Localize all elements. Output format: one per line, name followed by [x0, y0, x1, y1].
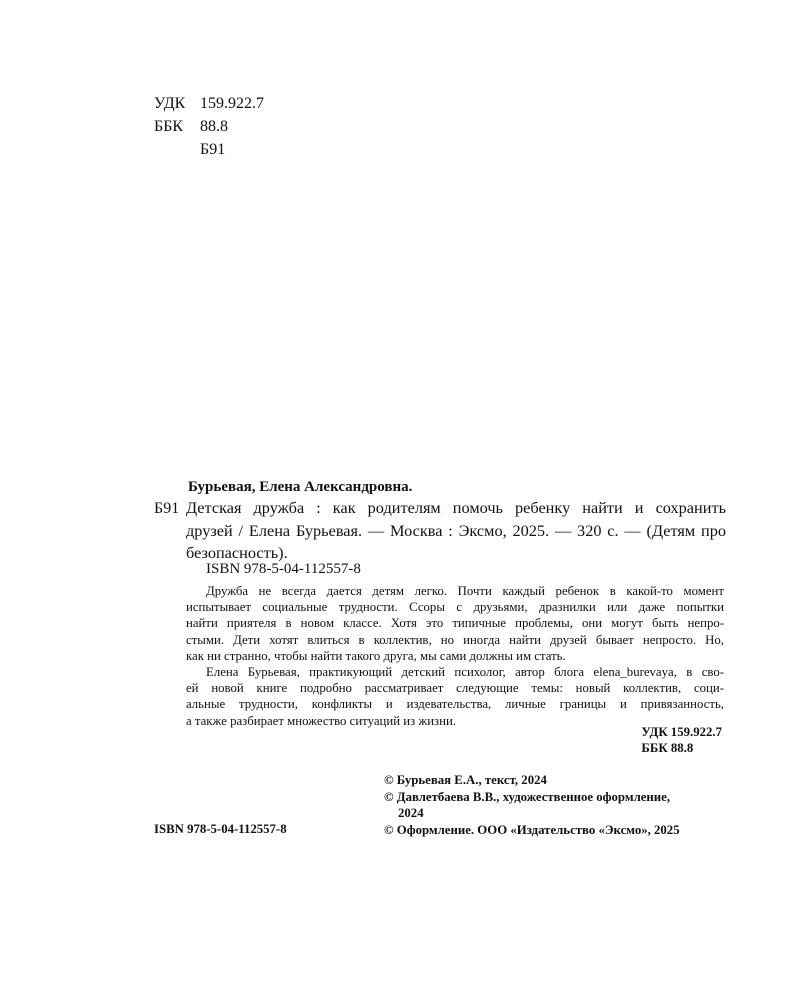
- cutter-mark: Б91: [154, 500, 180, 517]
- bbk-value: 88.8: [200, 118, 228, 135]
- cutter-code: Б91: [200, 141, 226, 158]
- bbk-label: ББК: [154, 118, 184, 135]
- annotation-line: испытывает социальные трудности. Ссоры с друзьями, дразнилки или даже попытки: [186, 600, 724, 615]
- annotation-line: а также разбирает множество ситуаций из жизни.: [186, 713, 456, 728]
- isbn-main: ISBN 978-5-04-112557-8: [206, 561, 361, 577]
- annotation-line: как ни странно, чтобы найти такого друга, мы сами должны им стать.: [186, 648, 566, 663]
- bottom-classification-codes: [641, 724, 722, 756]
- isbn-bottom: ISBN 978-5-04-112557-8: [154, 822, 287, 836]
- annotation-line: найти приятеля в новом классе. Хотя это типичные проблемы, они могут быть непро-: [186, 616, 724, 631]
- annotation: [186, 583, 724, 729]
- annotation-line: Дружба не всегда дается детям легко. Почти каждый ребенок в какой-то момент: [206, 584, 724, 598]
- author-heading: Бурьевая, Елена Александровна.: [188, 479, 413, 495]
- udk-row: [154, 92, 264, 115]
- annotation-line: ей новой книге подробно рассматривает следующие темы: новый коллектив, соци-: [186, 681, 724, 696]
- annotation-line: стыми. Дети хотят влиться в коллектив, но иногда найти друзей бывает непросто. Но,: [186, 632, 724, 647]
- bottom-bbk: ББК 88.8: [641, 741, 694, 755]
- copyright-text-author: © Бурьевая Е.А., текст, 2024: [384, 773, 547, 787]
- copyright-publisher: © Оформление. ООО «Издательство «Эксмо», 2025: [384, 822, 680, 837]
- udk-label: УДК: [154, 95, 186, 112]
- bib-line: безопасность).: [186, 543, 288, 562]
- bbk-row: [154, 115, 264, 138]
- bottom-udk: УДК 159.922.7: [641, 725, 722, 739]
- bib-line: друзей / Елена Бурьевая. — Москва : Эксмо, 2025. — 320 с. — (Детям про: [186, 520, 726, 540]
- bib-line: Детская дружба : как родителям помочь ребенку найти и сохранить: [186, 498, 726, 517]
- bibliographic-description: [186, 497, 726, 565]
- annotation-line: альные трудности, конфликты и издевательства, личные границы и привязанность,: [186, 697, 724, 712]
- copyright-design: © Давлетбаева В.В., художественное оформление,: [384, 789, 671, 804]
- udk-value: 159.922.7: [200, 95, 264, 112]
- top-classification-codes: [154, 92, 264, 161]
- annotation-line: Елена Бурьевая, практикующий детский психолог, автор блога elena_burevaya, в сво-: [206, 665, 724, 680]
- copyright-design-year: 2024: [398, 806, 424, 820]
- copyright-block: [384, 772, 680, 838]
